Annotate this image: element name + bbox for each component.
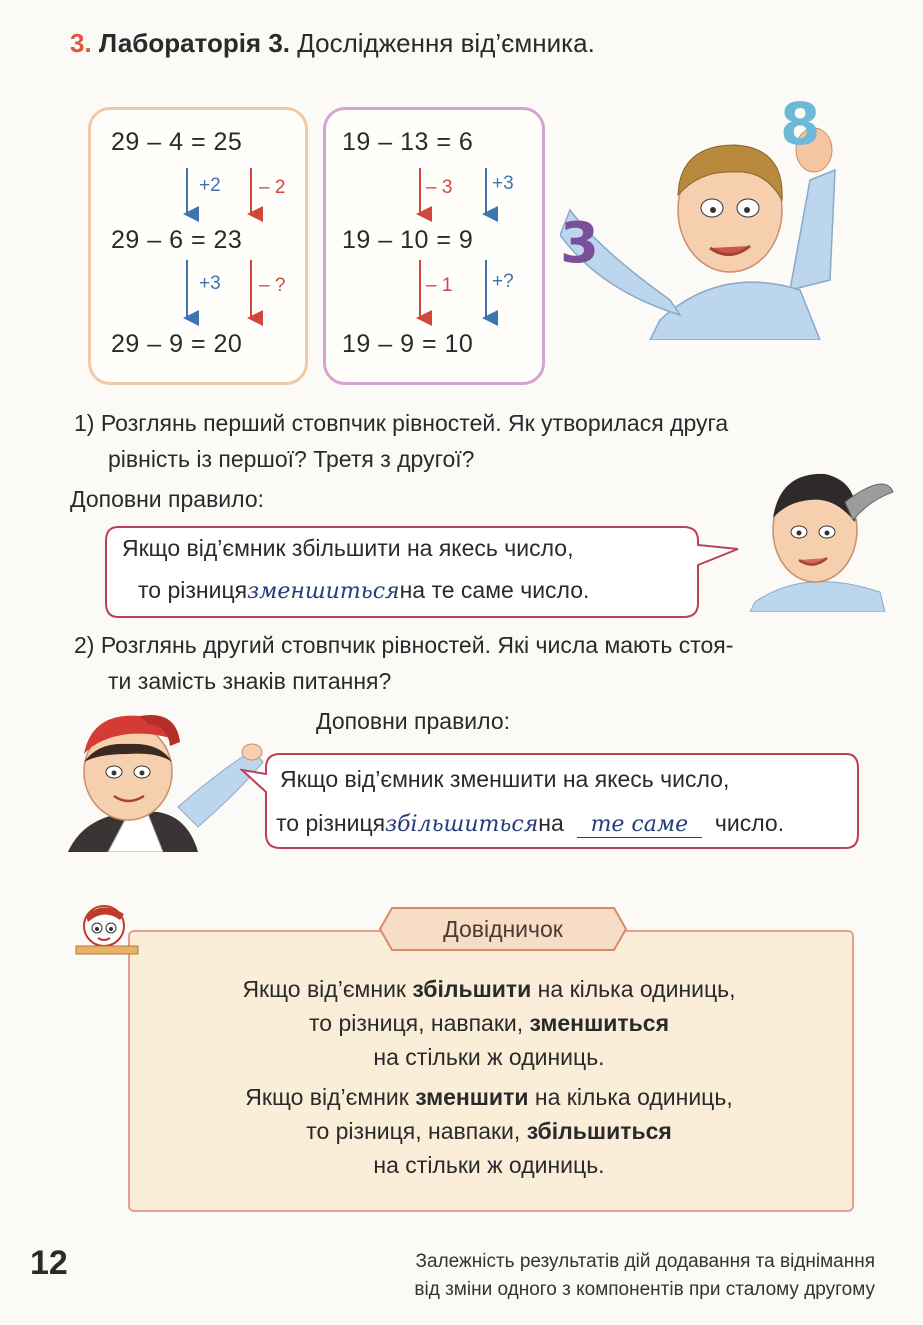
bubble1-line2-start: то різниця	[138, 577, 248, 603]
rule-speech-bubble-2	[240, 752, 860, 850]
box2-red-label-2: – 1	[426, 275, 453, 296]
ref-bold-text: збільшити	[412, 976, 532, 1002]
bubble1-line2	[138, 577, 589, 604]
boy-with-digits-illustration	[560, 100, 860, 340]
bubble2-line2-start: то різниця	[276, 810, 386, 836]
reference-p1-line2	[128, 1010, 850, 1037]
reference-p2-line3: на стільки ж одиниць.	[373, 1152, 605, 1178]
page-number: 12	[30, 1244, 68, 1282]
equation-box-1	[88, 107, 308, 385]
handwritten-answer-2: збільшиться	[385, 812, 539, 837]
ref-bold-text: збільшиться	[526, 1118, 672, 1144]
page-footer	[414, 1248, 875, 1304]
box1-blue-label-2: +3	[199, 273, 221, 294]
box1-blue-label-1: +2	[199, 175, 221, 196]
box2-red-label-1: – 3	[426, 177, 453, 198]
ref-bold-text: зменшиться	[529, 1010, 669, 1036]
box1-equation-1: 29 – 4 = 25	[111, 128, 243, 156]
box1-equation-3: 29 – 9 = 20	[111, 330, 243, 358]
box1-red-label-1: – 2	[259, 177, 286, 198]
box2-equation-2: 19 – 10 = 9	[342, 226, 474, 254]
task2-prompt: Доповни правило:	[316, 708, 510, 734]
box2-blue-label-1: +3	[492, 173, 514, 194]
reference-p2-line2	[128, 1118, 850, 1145]
boy-with-cap-illustration	[68, 712, 268, 852]
ref-text: Якщо від’ємник	[242, 976, 413, 1002]
task-subtitle: Дослідження від’ємника.	[297, 28, 595, 58]
box1-equation-2: 29 – 6 = 23	[111, 226, 243, 254]
box2-equation-1: 19 – 13 = 6	[342, 128, 474, 156]
footer-line2: від зміни одного з компонентів при сталому другому	[414, 1279, 875, 1300]
handwritten-answer-3: те саме	[577, 812, 703, 838]
mascot-owl-icon	[72, 898, 142, 960]
handwritten-answer-1: зменшиться	[247, 579, 400, 604]
reference-p2-line1	[128, 1084, 850, 1111]
reference-p1-line1	[128, 976, 850, 1003]
task2-line2: ти замість знаків питання?	[108, 668, 392, 694]
reference-title-plate	[378, 906, 628, 952]
bubble2-line2-mid: на	[538, 810, 564, 836]
task1-line2: рівність із першої? Третя з другої?	[108, 446, 475, 472]
box2-equation-3: 19 – 9 = 10	[342, 330, 474, 358]
reference-title: Довідничок	[443, 916, 563, 942]
box2-blue-label-2: +?	[492, 271, 514, 292]
reference-p1-line3: на стільки ж одиниць.	[373, 1044, 605, 1070]
task-title: Лабораторія 3.	[98, 28, 291, 58]
ref-text: то різниця, навпаки,	[309, 1010, 530, 1036]
footer-line1: Залежність результатів дій додавання та віднімання	[415, 1251, 875, 1272]
boy-with-feather-illustration	[735, 452, 895, 612]
bubble1-line2-end: на те саме число.	[399, 577, 590, 603]
bubble2-line2-end: число.	[714, 810, 785, 836]
equation-box-2	[323, 107, 545, 385]
ref-text: то різниця, навпаки,	[306, 1118, 527, 1144]
box1-red-label-2: – ?	[259, 275, 286, 296]
digit-eight-icon: 8	[780, 100, 821, 158]
digit-three-icon: 3	[560, 211, 599, 276]
bubble2-line2	[276, 810, 784, 837]
task2-line1: 2) Розглянь другий стовпчик рівностей. Які числа мають стоя-	[74, 632, 734, 658]
task1-line1: 1) Розглянь перший стовпчик рівностей. Як утворилася друга	[74, 410, 729, 436]
ref-text: на кілька одиниць,	[531, 976, 736, 1002]
rule-speech-bubble-1	[104, 525, 744, 620]
task1-prompt: Доповни правило:	[70, 486, 264, 512]
ref-text: на кілька одиниць,	[528, 1084, 733, 1110]
task-number: 3.	[70, 28, 92, 58]
bubble1-line1: Якщо від’ємник збільшити на якесь число,	[122, 535, 574, 561]
bubble2-line1: Якщо від’ємник зменшити на якесь число,	[280, 766, 730, 792]
ref-text: Якщо від’ємник	[245, 1084, 416, 1110]
task-heading	[70, 28, 595, 59]
ref-bold-text: зменшити	[415, 1084, 529, 1110]
